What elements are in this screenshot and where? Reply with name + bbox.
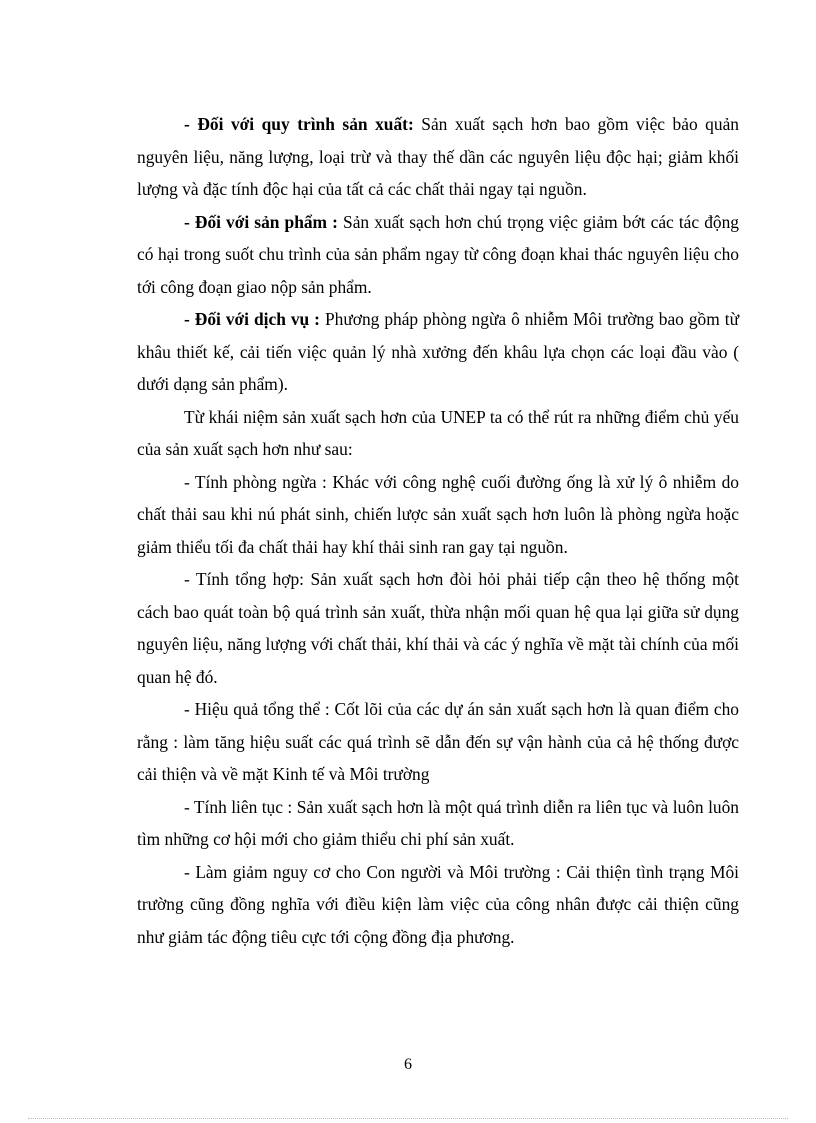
paragraph-unep-intro	[137, 401, 739, 466]
paragraph-text: Từ khái niệm sản xuất sạch hơn của UNEP ta có thể rút ra những điểm chủ yếu của sản xuất sạch hơn như sau:	[137, 406, 739, 459]
paragraph-text: - Làm giảm nguy cơ cho Con người và Môi trường : Cải thiện tình trạng Môi trường cũng đồng nghĩa với điều kiện làm việc của công nhân được cải thiện cũng như giảm tác động tiêu cực tới cộng đồng địa phương.	[137, 861, 739, 947]
list-item-risk-reduction	[137, 856, 739, 954]
list-item-overall-efficiency	[137, 693, 739, 791]
paragraph-text: - Tính phòng ngừa : Khác với công nghệ cuối đường ống là xử lý ô nhiễm do chất thải sau khi nú phát sinh, chiến lược sản xuất sạch hơn luôn là phòng ngừa hoặc giảm thiểu tối đa chất thải hay khí thải sinh ran gay tại nguồn.	[137, 471, 739, 557]
paragraph-text: - Tính liên tục : Sản xuất sạch hơn là một quá trình diễn ra liên tục và luôn luôn tìm những cơ hội mới cho giảm thiểu chi phí sản xuất.	[137, 796, 739, 849]
paragraph-label: - Đối với quy trình sản xuất:	[184, 114, 414, 134]
paragraph-text: Phương pháp phòng ngừa ô nhiễm Môi trường bao gồm từ khâu thiết kế, cải tiến việc quản lý nhà xưởng đến khâu lựa chọn các loại đầu vào ( dưới dạng sản phẩm).	[137, 309, 740, 394]
paragraph-text: - Hiệu quả tổng thể : Cốt lõi của các dự án sản xuất sạch hơn là quan điểm cho rằng : làm tăng hiệu suất các quá trình sẽ dẫn đến sự vận hành của cả hệ thống được cải thiện và về mặt Kinh tế và Môi trường	[137, 699, 739, 784]
paragraph-text: Sản xuất sạch hơn bao gồm việc bảo quản nguyên liệu, năng lượng, loại trừ và thay thế dần các nguyên liệu độc hại; giảm khối lượng và đặc tính độc hại của tất cả các chất thải ngay tại nguồn.	[137, 114, 739, 199]
paragraph-product	[137, 206, 739, 304]
list-item-continuity	[137, 791, 739, 856]
paragraph-text: Sản xuất sạch hơn chú trọng việc giảm bớt các tác động có hại trong suốt chu trình của sản phẩm ngay từ công đoạn khai thác nguyên liệu cho tới công đoạn giao nộp sản phẩm.	[137, 211, 739, 297]
list-item-prevention	[137, 466, 739, 564]
document-body	[137, 108, 739, 953]
paragraph-service	[137, 303, 739, 401]
paragraph-text: - Tính tổng hợp: Sản xuất sạch hơn đòi hỏi phải tiếp cận theo hệ thống một cách bao quát toàn bộ quá trình sản xuất, thừa nhận mối quan hệ qua lại giữa sử dụng nguyên liệu, năng lượng với chất thải, khí thải và các ý nghĩa về mặt tài chính của mối quan hệ đó.	[137, 569, 739, 687]
paragraph-label: - Đối với dịch vụ :	[184, 309, 320, 329]
paragraph-production-process	[137, 108, 739, 206]
page-bottom-divider	[28, 1118, 788, 1119]
page-number: 6	[404, 1056, 412, 1073]
paragraph-label: - Đối với sản phẩm :	[184, 211, 338, 232]
list-item-integration	[137, 563, 739, 693]
